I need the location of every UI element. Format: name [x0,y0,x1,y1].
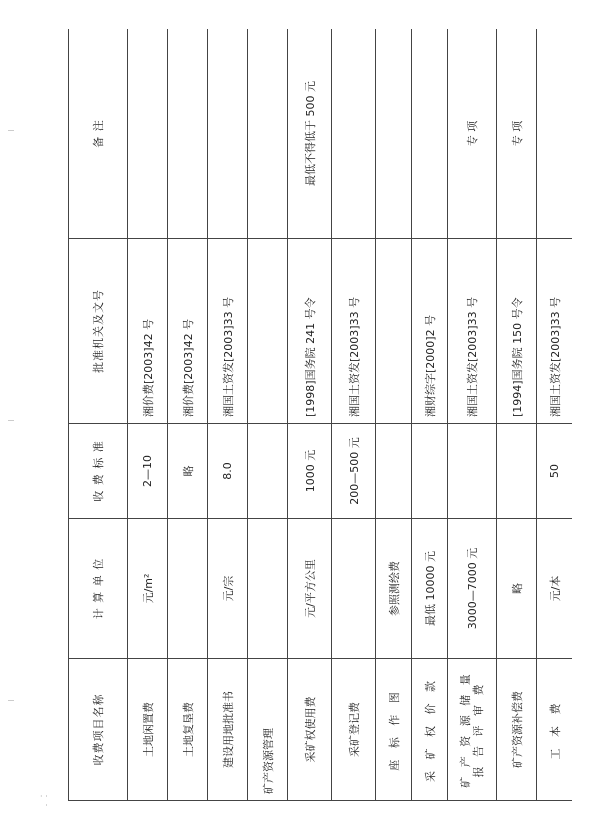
row-document: 湘国土资发[2003]33 号 [332,239,376,424]
row-name: 矿 产 资 源 储 量 报 告 评 审 费 [448,659,497,801]
row-document: [1994]国务院 150 号令 [497,239,537,424]
row-standard: 50 [537,424,573,519]
header-unit: 计 算 单 位 [69,519,128,659]
row-note: 专 项 [448,29,497,239]
row-unit: 元/平方公里 [288,519,332,659]
table-row [537,29,573,801]
margin-mark [8,700,14,701]
header-standard: 收 费 标 准 [69,424,128,519]
table-wrapper [68,29,572,801]
table-row [208,29,248,801]
scan-specks: · · · [40,792,48,810]
row-standard: 2—10 [128,424,168,519]
rotated-table-container [68,29,572,801]
row-name: 座 标 作 图 [376,659,412,801]
row-unit: 最低 10000 元 [412,519,448,659]
row-name: 矿产资源管理 [248,659,288,801]
table-row [128,29,168,801]
row-document: [1998]国务院 241 号令 [288,239,332,424]
table-row [497,29,537,801]
table-row [376,29,412,801]
row-standard: 略 [168,424,208,519]
row-unit [168,519,208,659]
row-note [537,29,573,239]
row-document: 湘国土资发[2003]33 号 [448,239,497,424]
row-document: 湘国土资发[2003]33 号 [537,239,573,424]
row-document [376,239,412,424]
row-standard [376,424,412,519]
table-row [412,29,448,801]
margin-mark [8,130,14,131]
row-unit: 略 [497,519,537,659]
row-document: 湘财综字[2000]2 号 [412,239,448,424]
margin-mark [8,420,14,421]
row-unit: 元/m² [128,519,168,659]
row-name: 采 矿 权 价 款 [412,659,448,801]
header-row [69,29,128,801]
row-standard: 200—500 元 [332,424,376,519]
table-row [168,29,208,801]
table-row [448,29,497,801]
header-document: 批准机关及文号 [69,239,128,424]
row-name: 土地闲置费 [128,659,168,801]
row-note [332,29,376,239]
row-name: 采矿登记费 [332,659,376,801]
row-note [208,29,248,239]
fee-table [68,29,572,801]
table-row [248,29,288,801]
row-note: 专 项 [497,29,537,239]
row-note [248,29,288,239]
row-unit: 元/本 [537,519,573,659]
header-note: 备 注 [69,29,128,239]
row-name: 矿产资源补偿费 [497,659,537,801]
row-unit: 元/宗 [208,519,248,659]
row-standard: 1000 元 [288,424,332,519]
row-standard [497,424,537,519]
row-document: 湘国土资发[2003]33 号 [208,239,248,424]
row-unit: 参照测绘费 [376,519,412,659]
row-standard [248,424,288,519]
row-name: 土地复垦费 [168,659,208,801]
row-standard [448,424,497,519]
row-note [412,29,448,239]
row-unit [332,519,376,659]
row-standard: 8.0 [208,424,248,519]
table-row [288,29,332,801]
row-document [248,239,288,424]
header-name: 收费项目名称 [69,659,128,801]
row-note: 最低不得低于 500 元 [288,29,332,239]
row-name: 采矿权使用费 [288,659,332,801]
row-standard [412,424,448,519]
row-document: 湘价费[2003]42 号 [128,239,168,424]
row-note [168,29,208,239]
row-name: 建设用地批准书 [208,659,248,801]
row-unit: 3000—7000 元 [448,519,497,659]
row-note [376,29,412,239]
row-note [128,29,168,239]
row-name: 工 本 费 [537,659,573,801]
row-document: 湘价费[2003]42 号 [168,239,208,424]
table-row [332,29,376,801]
row-unit [248,519,288,659]
